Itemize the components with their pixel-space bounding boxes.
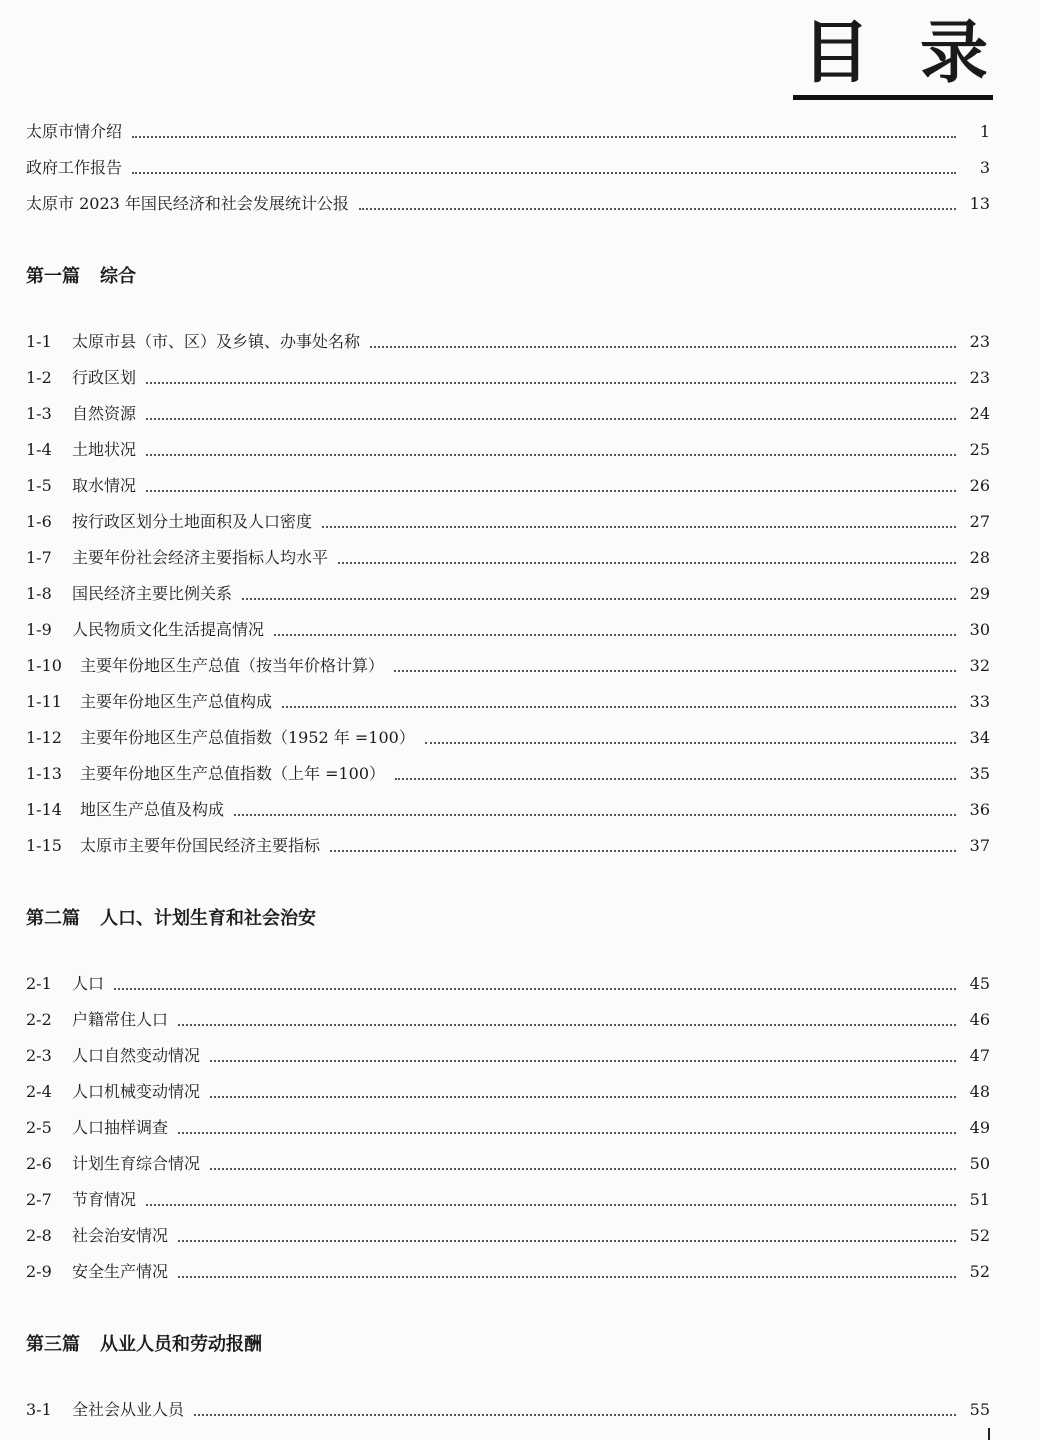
toc-entry-page: 28 bbox=[969, 548, 990, 567]
dot-leader bbox=[234, 814, 956, 816]
toc-entry[interactable] bbox=[26, 762, 990, 786]
toc-entry-label: 土地状况 bbox=[72, 440, 137, 459]
toc-entry-page: 52 bbox=[969, 1226, 990, 1245]
toc-entry-page: 1 bbox=[979, 122, 990, 141]
toc-entry-page: 32 bbox=[969, 656, 990, 675]
dot-leader bbox=[146, 382, 956, 384]
toc-entry-number: 1-10 bbox=[26, 656, 62, 675]
toc-entry-page: 34 bbox=[969, 728, 990, 747]
toc-entry-label: 政府工作报告 bbox=[26, 158, 123, 177]
toc-entry-number: 1-13 bbox=[26, 764, 62, 783]
toc-entry-number: 2-5 bbox=[26, 1118, 52, 1137]
dot-leader bbox=[359, 208, 956, 210]
dot-leader bbox=[194, 1414, 956, 1416]
toc-entry-page: 24 bbox=[969, 404, 990, 423]
dot-leader bbox=[178, 1276, 956, 1278]
toc-entry-label: 人口 bbox=[72, 974, 105, 993]
dot-leader bbox=[178, 1132, 956, 1134]
section-heading bbox=[26, 264, 136, 290]
toc-entry-page: 35 bbox=[969, 764, 990, 783]
toc-entry-number: 1-8 bbox=[26, 584, 52, 603]
toc-entry-number: 1-5 bbox=[26, 476, 52, 495]
toc-entry[interactable] bbox=[26, 438, 990, 462]
toc-entry-number: 2-2 bbox=[26, 1010, 52, 1029]
dot-leader bbox=[395, 778, 956, 780]
section-number: 第二篇 bbox=[26, 908, 80, 929]
toc-entry-page: 55 bbox=[969, 1400, 990, 1419]
toc-entry-number: 2-4 bbox=[26, 1082, 52, 1101]
toc-entry[interactable] bbox=[26, 1260, 990, 1284]
toc-entry-number: 1-14 bbox=[26, 800, 62, 819]
toc-entry-page: 29 bbox=[969, 584, 990, 603]
toc-entry-page: 23 bbox=[969, 332, 990, 351]
toc-entry-label: 行政区划 bbox=[72, 368, 137, 387]
section-heading bbox=[26, 1332, 262, 1358]
dot-leader bbox=[146, 454, 956, 456]
toc-entry-page: 37 bbox=[969, 836, 990, 855]
toc-entry-label: 太原市 2023 年国民经济和社会发展统计公报 bbox=[26, 194, 349, 213]
toc-entry[interactable] bbox=[26, 510, 990, 534]
dot-leader bbox=[210, 1060, 956, 1062]
toc-entry-page: 36 bbox=[969, 800, 990, 819]
toc-entry-label: 太原市主要年份国民经济主要指标 bbox=[80, 836, 321, 855]
dot-leader bbox=[394, 670, 956, 672]
toc-entry-label: 人口抽样调查 bbox=[72, 1118, 169, 1137]
toc-entry[interactable] bbox=[26, 1188, 990, 1212]
toc-entry-page: 45 bbox=[969, 974, 990, 993]
toc-entry[interactable] bbox=[26, 972, 990, 996]
page-edge-mark bbox=[988, 1428, 990, 1440]
toc-entry-number: 1-11 bbox=[26, 692, 62, 711]
toc-entry-label: 人民物质文化生活提高情况 bbox=[72, 620, 265, 639]
toc-entry-label: 人口自然变动情况 bbox=[72, 1046, 201, 1065]
toc-entry-label: 太原市情介绍 bbox=[26, 122, 123, 141]
toc-entry-label: 地区生产总值及构成 bbox=[80, 800, 225, 819]
dot-leader bbox=[146, 418, 956, 420]
toc-entry-label: 节育情况 bbox=[72, 1190, 137, 1209]
toc-entry[interactable] bbox=[26, 120, 990, 144]
toc-entry-number: 2-8 bbox=[26, 1226, 52, 1245]
dot-leader bbox=[274, 634, 956, 636]
toc-entry-label: 主要年份地区生产总值指数（上年 =100） bbox=[80, 764, 386, 783]
toc-entry-label: 社会治安情况 bbox=[72, 1226, 169, 1245]
toc-entry-number: 1-1 bbox=[26, 332, 52, 351]
dot-leader bbox=[132, 136, 956, 138]
toc-entry-number: 2-6 bbox=[26, 1154, 52, 1173]
toc-entry[interactable] bbox=[26, 582, 990, 606]
toc-entry-number: 1-9 bbox=[26, 620, 52, 639]
toc-entry[interactable] bbox=[26, 156, 990, 180]
dot-leader bbox=[114, 988, 956, 990]
title-underline bbox=[793, 95, 993, 100]
dot-leader bbox=[282, 706, 956, 708]
toc-entry-page: 23 bbox=[969, 368, 990, 387]
toc-entry-label: 主要年份地区生产总值指数（1952 年 =100） bbox=[80, 728, 415, 747]
toc-entry-page: 25 bbox=[969, 440, 990, 459]
dot-leader bbox=[338, 562, 956, 564]
section-number: 第三篇 bbox=[26, 1334, 80, 1355]
toc-entry-number: 1-7 bbox=[26, 548, 52, 567]
toc-entry-label: 按行政区划分土地面积及人口密度 bbox=[72, 512, 313, 531]
toc-entry-page: 46 bbox=[969, 1010, 990, 1029]
section-number: 第一篇 bbox=[26, 266, 80, 287]
dot-leader bbox=[146, 1204, 956, 1206]
toc-entry-page: 33 bbox=[969, 692, 990, 711]
toc-entry-page: 52 bbox=[969, 1262, 990, 1281]
toc-entry[interactable] bbox=[26, 330, 990, 354]
toc-entry-number: 2-7 bbox=[26, 1190, 52, 1209]
toc-entry-label: 主要年份社会经济主要指标人均水平 bbox=[72, 548, 329, 567]
toc-entry[interactable] bbox=[26, 618, 990, 642]
toc-entry[interactable] bbox=[26, 192, 990, 216]
section-title: 从业人员和劳动报酬 bbox=[100, 1334, 262, 1355]
toc-entry-page: 30 bbox=[969, 620, 990, 639]
toc-entry[interactable] bbox=[26, 834, 990, 858]
toc-entry[interactable] bbox=[26, 546, 990, 570]
toc-entry[interactable] bbox=[26, 366, 990, 390]
page-title: 目录 bbox=[801, 14, 1038, 93]
dot-leader bbox=[210, 1168, 956, 1170]
dot-leader bbox=[178, 1024, 956, 1026]
toc-entry-page: 26 bbox=[969, 476, 990, 495]
dot-leader bbox=[210, 1096, 956, 1098]
toc-entry[interactable] bbox=[26, 1080, 990, 1104]
toc-entry[interactable] bbox=[26, 474, 990, 498]
toc-entry-number: 1-15 bbox=[26, 836, 62, 855]
toc-entry-page: 48 bbox=[969, 1082, 990, 1101]
dot-leader bbox=[322, 526, 956, 528]
toc-entry[interactable] bbox=[26, 726, 990, 750]
dot-leader bbox=[330, 850, 956, 852]
toc-entry-page: 27 bbox=[969, 512, 990, 531]
toc-entry-label: 太原市县（市、区）及乡镇、办事处名称 bbox=[72, 332, 361, 351]
toc-entry[interactable] bbox=[26, 1398, 990, 1422]
toc-entry-number: 2-1 bbox=[26, 974, 52, 993]
toc-entry[interactable] bbox=[26, 1008, 990, 1032]
toc-entry[interactable] bbox=[26, 1044, 990, 1068]
toc-entry-page: 3 bbox=[979, 158, 990, 177]
toc-entry-label: 自然资源 bbox=[72, 404, 137, 423]
section-title: 人口、计划生育和社会治安 bbox=[100, 908, 316, 929]
toc-entry-page: 49 bbox=[969, 1118, 990, 1137]
section-title: 综合 bbox=[100, 266, 136, 287]
toc-entry-label: 取水情况 bbox=[72, 476, 137, 495]
toc-entry-number: 2-9 bbox=[26, 1262, 52, 1281]
toc-entry[interactable] bbox=[26, 1116, 990, 1140]
toc-entry-page: 13 bbox=[969, 194, 990, 213]
dot-leader bbox=[370, 346, 956, 348]
toc-entry[interactable] bbox=[26, 690, 990, 714]
toc-entry-label: 主要年份地区生产总值构成 bbox=[80, 692, 273, 711]
toc-entry-label: 人口机械变动情况 bbox=[72, 1082, 201, 1101]
toc-entry-label: 计划生育综合情况 bbox=[72, 1154, 201, 1173]
dot-leader bbox=[146, 490, 956, 492]
toc-entry-label: 主要年份地区生产总值（按当年价格计算） bbox=[80, 656, 385, 675]
toc-entry-number: 1-4 bbox=[26, 440, 52, 459]
toc-entry[interactable] bbox=[26, 798, 990, 822]
toc-entry-page: 47 bbox=[969, 1046, 990, 1065]
dot-leader bbox=[242, 598, 956, 600]
toc-entry-number: 2-3 bbox=[26, 1046, 52, 1065]
section-heading bbox=[26, 906, 316, 932]
dot-leader bbox=[425, 742, 956, 744]
toc-entry-number: 1-2 bbox=[26, 368, 52, 387]
toc-entry-number: 1-12 bbox=[26, 728, 62, 747]
toc-entry[interactable] bbox=[26, 1224, 990, 1248]
toc-entry-number: 1-6 bbox=[26, 512, 52, 531]
toc-entry[interactable] bbox=[26, 1152, 990, 1176]
toc-entry-label: 全社会从业人员 bbox=[72, 1400, 185, 1419]
toc-entry-label: 国民经济主要比例关系 bbox=[72, 584, 233, 603]
toc-entry[interactable] bbox=[26, 402, 990, 426]
toc-entry[interactable] bbox=[26, 654, 990, 678]
dot-leader bbox=[132, 172, 956, 174]
dot-leader bbox=[178, 1240, 956, 1242]
toc-entry-number: 3-1 bbox=[26, 1400, 52, 1419]
toc-entry-label: 户籍常住人口 bbox=[72, 1010, 169, 1029]
toc-entry-page: 50 bbox=[969, 1154, 990, 1173]
toc-entry-number: 1-3 bbox=[26, 404, 52, 423]
toc-entry-page: 51 bbox=[969, 1190, 990, 1209]
toc-entry-label: 安全生产情况 bbox=[72, 1262, 169, 1281]
